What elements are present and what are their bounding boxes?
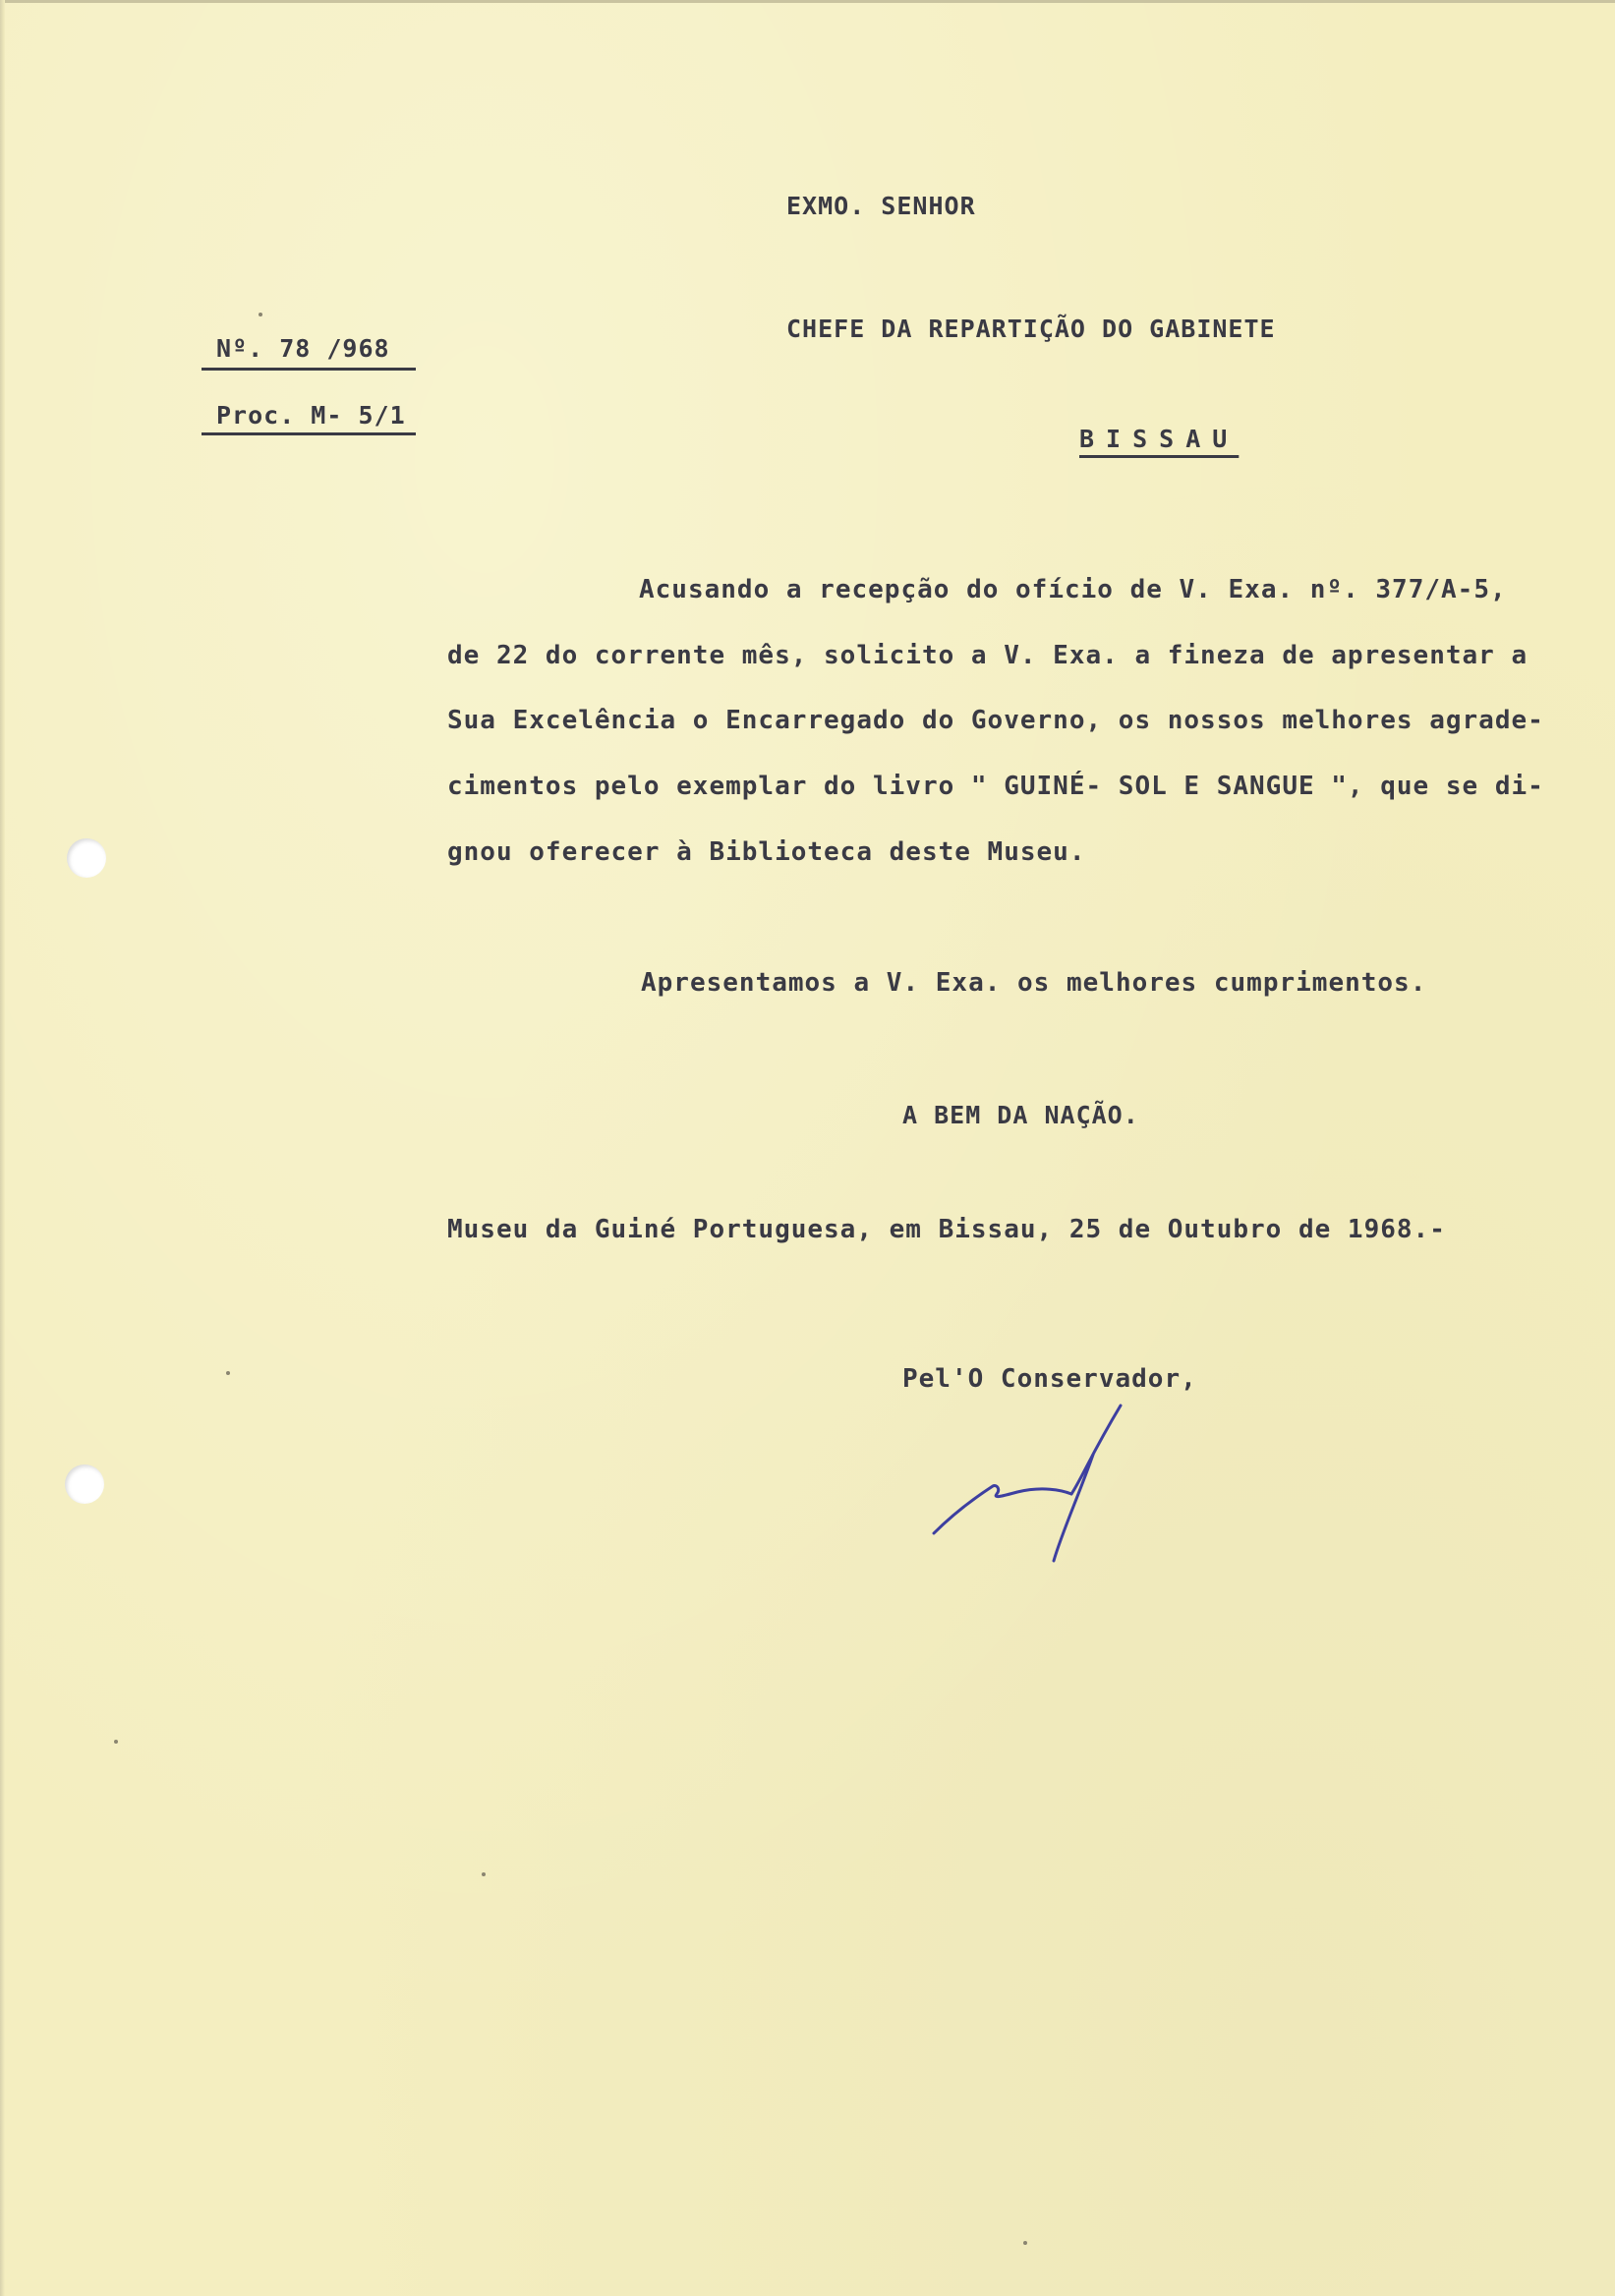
body-line: gnou oferecer à Biblioteca deste Museu.	[447, 837, 1086, 867]
salutation: EXMO. SENHOR	[786, 192, 976, 220]
motto: A BEM DA NAÇÃO.	[902, 1101, 1139, 1129]
paper-speck	[259, 313, 262, 316]
recipient-city: BISSAU	[1079, 425, 1240, 453]
handwritten-signature	[924, 1396, 1140, 1563]
body-line: cimentos pelo exemplar do livro " GUINÉ- SOL E SANGUE ", que se di-	[447, 772, 1544, 801]
process-number: Proc. M- 5/1	[216, 401, 406, 430]
place-date: Museu da Guiné Portuguesa, em Bissau, 25 de Outubro de 1968.-	[447, 1215, 1446, 1244]
reference-underline	[202, 368, 416, 371]
body-line: Sua Excelência o Encarregado do Governo, os nossos melhores agrade-	[447, 706, 1544, 735]
paper-speck	[482, 1872, 486, 1876]
body-line: de 22 do corrente mês, solicito a V. Exa. a fineza de apresentar a	[447, 641, 1528, 670]
paper-top-edge	[0, 0, 1615, 3]
paper-speck	[1023, 2241, 1027, 2245]
closing-greeting: Apresentamos a V. Exa. os melhores cumprimentos.	[641, 968, 1427, 998]
process-underline	[202, 432, 416, 435]
reference-number: Nº. 78 /968	[216, 334, 390, 363]
signatory: Pel'O Conservador,	[902, 1364, 1197, 1394]
paper-speck	[114, 1740, 118, 1744]
recipient-title: CHEFE DA REPARTIÇÃO DO GABINETE	[786, 315, 1276, 343]
punch-hole	[65, 1464, 104, 1504]
body-line: Acusando a recepção do ofício de V. Exa. nº. 377/A-5,	[639, 575, 1507, 604]
punch-hole	[67, 838, 106, 878]
paper-left-edge	[0, 0, 5, 2296]
paper-speck	[226, 1371, 230, 1375]
